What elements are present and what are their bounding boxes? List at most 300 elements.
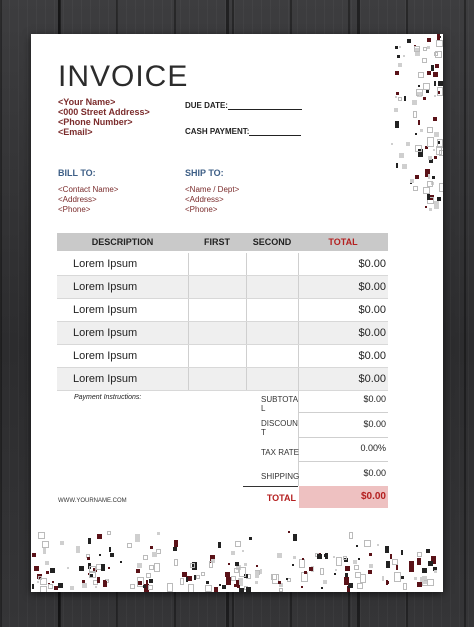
decorative-dot [412, 100, 417, 105]
decorative-dot [214, 587, 218, 592]
decorative-dot [288, 531, 290, 533]
column-divider [188, 299, 189, 321]
decorative-dot [399, 153, 404, 158]
decorative-dot [386, 561, 390, 568]
decorative-dot [377, 544, 379, 546]
decorative-dot [321, 587, 323, 589]
decorative-dot [143, 555, 148, 560]
sender-name[interactable]: <Your Name> [58, 97, 116, 107]
decorative-dot [242, 550, 244, 552]
decorative-dot [154, 563, 160, 572]
decorative-dot [287, 578, 291, 582]
decorative-dot [434, 132, 439, 137]
decorative-dot [417, 552, 422, 557]
decorative-dot [427, 137, 434, 147]
row-total[interactable]: $0.00 [358, 281, 386, 293]
header-description: DESCRIPTION [91, 237, 154, 247]
decorative-dot [103, 580, 107, 587]
decorative-dot [427, 71, 431, 75]
decorative-dot [50, 568, 55, 573]
decorative-dot [227, 576, 230, 579]
decorative-dot [235, 541, 241, 547]
decorative-dot [385, 546, 389, 553]
decorative-dot [439, 183, 443, 192]
column-divider [246, 322, 247, 344]
decorative-dot [434, 81, 436, 86]
decorative-dot [398, 97, 402, 101]
decorative-dot [146, 573, 151, 578]
decorative-dot [434, 156, 437, 159]
decorative-dot [320, 568, 324, 575]
decorative-dot [438, 81, 443, 86]
decorative-dot [293, 556, 296, 559]
decorative-dot [433, 149, 435, 151]
tax-rate-value[interactable] [299, 437, 388, 462]
row-second[interactable] [247, 368, 297, 390]
decorative-dot [345, 566, 350, 571]
decorative-dot [45, 561, 49, 565]
decorative-dot [286, 578, 288, 580]
decorative-dot [87, 557, 90, 560]
sender-phone[interactable]: <Phone Number> [58, 117, 133, 127]
due-date-label: DUE DATE: [185, 101, 228, 110]
shipping-value[interactable] [299, 462, 388, 487]
decorative-dot [434, 201, 439, 209]
row-second[interactable] [247, 276, 297, 298]
decorative-dot [157, 532, 160, 535]
decorative-dot [396, 92, 399, 95]
table-row [57, 276, 388, 299]
decorative-dot [136, 569, 140, 573]
decorative-dot [37, 581, 39, 583]
decorative-dot [38, 532, 45, 539]
decorative-dot [43, 548, 46, 554]
discount-value[interactable] [299, 413, 388, 438]
decorative-dot [394, 108, 398, 112]
column-divider [246, 345, 247, 367]
decorative-dot [234, 584, 237, 587]
invoice-title: INVOICE [58, 60, 189, 93]
decorative-dot [417, 558, 421, 565]
decorative-dot [428, 561, 433, 566]
decorative-dot [186, 577, 188, 582]
decorative-dot [152, 552, 157, 557]
decorative-dot [173, 547, 177, 551]
decorative-dot [407, 39, 411, 43]
decorative-dot [235, 562, 239, 566]
decorative-dot-pattern-right [391, 34, 443, 214]
decorative-dot [32, 584, 34, 589]
decorative-dot [404, 96, 406, 101]
column-divider [298, 253, 299, 275]
decorative-dot [427, 38, 431, 42]
row-first[interactable] [189, 299, 245, 321]
decorative-dot [88, 538, 91, 544]
decorative-dot [355, 572, 361, 578]
decorative-dot [403, 55, 405, 57]
row-second[interactable] [247, 345, 297, 367]
subtotal-value[interactable] [299, 388, 388, 413]
row-description[interactable]: Lorem Ipsum [73, 373, 138, 385]
decorative-dot [278, 581, 281, 584]
decorative-dot [292, 564, 294, 566]
decorative-dot [324, 554, 327, 557]
decorative-dot [433, 117, 437, 121]
decorative-dot [67, 567, 69, 569]
decorative-dot [358, 558, 360, 560]
decorative-dot [335, 569, 337, 571]
decorative-dot [413, 186, 418, 191]
decorative-dot [58, 583, 63, 588]
decorative-dot [174, 559, 178, 566]
decorative-dot-pattern-bottom [31, 528, 443, 592]
decorative-dot [130, 584, 135, 589]
decorative-dot [46, 571, 49, 574]
decorative-dot [413, 111, 417, 118]
decorative-dot [435, 51, 442, 58]
decorative-dot [255, 571, 259, 578]
row-first[interactable] [189, 345, 245, 367]
column-divider [298, 345, 299, 367]
ship-to-block [185, 185, 239, 215]
decorative-dot [218, 542, 221, 548]
decorative-dot [394, 572, 401, 582]
subtotal-amount: $0.00 [363, 394, 386, 404]
column-divider [246, 253, 247, 275]
decorative-dot [434, 570, 437, 573]
decorative-dot [150, 546, 153, 549]
decorative-dot [415, 175, 419, 179]
decorative-dot [239, 588, 244, 592]
decorative-dot [356, 545, 358, 547]
column-divider [188, 276, 189, 298]
decorative-dot [428, 174, 430, 179]
sender-address[interactable]: <000 Street Address> [58, 107, 150, 117]
ship-to-address[interactable]: <Address> [185, 195, 224, 204]
decorative-dot [109, 547, 111, 552]
decorative-dot [205, 585, 212, 592]
decorative-dot [357, 583, 363, 589]
shipping-label: SHIPPING [261, 472, 300, 481]
decorative-dot [135, 534, 140, 542]
cash-payment-label: CASH PAYMENT: [185, 127, 250, 136]
decorative-dot [396, 565, 398, 570]
column-divider [298, 276, 299, 298]
decorative-dot [397, 55, 400, 58]
decorative-dot [418, 85, 420, 87]
column-divider [298, 299, 299, 321]
decorative-dot [418, 72, 424, 78]
due-date-row [185, 101, 302, 110]
column-divider [188, 345, 189, 367]
decorative-dot [196, 575, 200, 579]
decorative-dot [401, 576, 404, 579]
row-total[interactable]: $0.00 [358, 373, 386, 385]
row-total[interactable]: $0.00 [358, 304, 386, 316]
row-first[interactable] [189, 253, 245, 275]
decorative-dot [99, 554, 101, 556]
ship-to-name[interactable]: <Name / Dept> [185, 185, 240, 194]
decorative-dot [395, 46, 398, 49]
bill-to-address[interactable]: <Address> [58, 195, 97, 204]
decorative-dot [419, 95, 421, 97]
decorative-dot [399, 46, 401, 48]
decorative-dot [336, 557, 342, 566]
decorative-dot [219, 584, 221, 586]
column-divider [298, 368, 299, 390]
row-total[interactable]: $0.00 [358, 327, 386, 339]
column-divider [246, 276, 247, 298]
decorative-dot [60, 541, 64, 545]
decorative-dot [344, 577, 349, 585]
decorative-dot [422, 58, 427, 63]
decorative-dot [427, 181, 433, 187]
ship-to-phone[interactable]: <Phone> [185, 205, 218, 214]
decorative-dot [417, 582, 422, 587]
decorative-dot [255, 581, 258, 584]
decorative-dot [201, 572, 205, 576]
decorative-dot [396, 163, 398, 168]
decorative-dot [415, 133, 417, 135]
decorative-dot [425, 170, 429, 174]
decorative-dot [148, 585, 153, 590]
row-total[interactable]: $0.00 [358, 258, 386, 270]
decorative-dot [138, 581, 142, 585]
decorative-dot [246, 587, 251, 592]
decorative-dot [52, 581, 54, 583]
ship-to-heading: SHIP TO: [185, 168, 224, 178]
decorative-dot [120, 561, 122, 563]
bill-to-contact[interactable]: <Contact Name> [58, 185, 119, 194]
decorative-dot [432, 176, 435, 179]
decorative-dot [422, 568, 427, 573]
decorative-dot [395, 121, 399, 128]
row-second[interactable] [247, 299, 297, 321]
column-divider [246, 368, 247, 390]
discount-label: DISCOUN T [261, 419, 298, 437]
decorative-dot [433, 72, 438, 77]
column-divider [188, 322, 189, 344]
decorative-dot [423, 47, 427, 51]
row-second[interactable] [247, 322, 297, 344]
decorative-dot [427, 194, 430, 200]
decorative-dot [82, 583, 87, 588]
decorative-dot [231, 551, 235, 555]
bill-to-block [58, 185, 118, 215]
decorative-dot [334, 573, 336, 575]
decorative-dot [418, 120, 420, 125]
decorative-dot [301, 586, 303, 588]
decorative-dot [436, 146, 442, 155]
decorative-dot [206, 581, 209, 584]
decorative-dot [239, 567, 246, 577]
decorative-dot [101, 564, 105, 571]
decorative-dot [423, 97, 426, 100]
decorative-dot [106, 579, 108, 581]
decorative-dot [354, 565, 359, 570]
decorative-dot [395, 96, 397, 98]
sender-email[interactable]: <Email> [58, 127, 93, 137]
table-row [57, 345, 388, 368]
decorative-dot [402, 164, 407, 169]
decorative-dot [317, 554, 322, 559]
decorative-dot [174, 540, 178, 547]
decorative-dot [107, 531, 111, 535]
decorative-dot [302, 558, 304, 560]
decorative-dot [410, 179, 414, 183]
decorative-dot [391, 143, 393, 145]
decorative-dot [409, 567, 414, 572]
column-divider [188, 253, 189, 275]
decorative-dot [427, 46, 430, 49]
table-row [57, 253, 388, 276]
website[interactable]: WWW.YOURNAME.COM [58, 498, 127, 504]
payment-instructions: Payment Instructions: [74, 394, 142, 401]
decorative-dot [222, 585, 226, 589]
decorative-dot [349, 532, 353, 539]
decorative-dot [40, 586, 47, 592]
decorative-dot [369, 564, 373, 568]
table-row [57, 299, 388, 322]
due-date-field[interactable] [228, 101, 302, 110]
decorative-dot [187, 576, 192, 581]
row-description[interactable]: Lorem Ipsum [73, 327, 138, 339]
decorative-dot [180, 578, 184, 585]
header-total: TOTAL [328, 237, 358, 247]
subtotal-label: SUBTOTA L [261, 395, 299, 413]
cash-payment-row [185, 127, 301, 136]
decorative-dot [395, 71, 399, 75]
table-row [57, 322, 388, 345]
decorative-dot [48, 584, 53, 589]
decorative-dot [34, 566, 39, 571]
decorative-dot [406, 142, 410, 146]
decorative-dot [323, 580, 327, 584]
decorative-dot [143, 585, 146, 588]
decorative-dot [244, 563, 247, 566]
decorative-dot [79, 566, 84, 571]
decorative-dot [333, 556, 335, 558]
decorative-dot [40, 578, 47, 585]
decorative-dot [146, 580, 148, 585]
total-label: TOTAL [243, 486, 298, 508]
bill-to-phone[interactable]: <Phone> [58, 205, 91, 214]
decorative-dot [369, 553, 372, 556]
decorative-dot [293, 534, 297, 541]
decorative-dot [277, 553, 282, 558]
column-divider [246, 299, 247, 321]
tax-rate-label: TAX RATE [261, 448, 299, 457]
decorative-dot [127, 543, 132, 548]
decorative-dot [260, 569, 262, 574]
row-description[interactable]: Lorem Ipsum [73, 350, 138, 362]
decorative-dot [249, 537, 252, 540]
row-first[interactable] [189, 368, 245, 390]
decorative-dot [403, 583, 407, 590]
decorative-dot [425, 146, 428, 149]
decorative-dot [364, 540, 371, 547]
decorative-dot [32, 553, 36, 557]
decorative-dot [95, 586, 97, 588]
decorative-dot [398, 63, 402, 67]
decorative-dot [415, 145, 422, 152]
column-divider [298, 322, 299, 344]
decorative-dot [425, 206, 427, 208]
decorative-dot [429, 208, 432, 211]
decorative-dot [401, 550, 403, 555]
decorative-dot [76, 546, 80, 553]
decorative-dot [382, 576, 384, 581]
tax-rate-amount: 0.00% [360, 443, 386, 453]
decorative-dot [435, 64, 439, 68]
decorative-dot [167, 583, 173, 592]
decorative-dot [188, 584, 194, 592]
decorative-dot [429, 160, 432, 163]
decorative-dot [137, 563, 142, 568]
decorative-dot [97, 534, 102, 539]
column-divider [188, 368, 189, 390]
row-description[interactable]: Lorem Ipsum [73, 304, 138, 316]
decorative-dot [256, 565, 258, 567]
cash-payment-field[interactable] [249, 127, 301, 136]
decorative-dot [360, 574, 366, 583]
line-items-header [57, 233, 388, 251]
decorative-dot [190, 563, 195, 568]
row-first[interactable] [189, 322, 245, 344]
row-description[interactable]: Lorem Ipsum [73, 258, 138, 270]
decorative-dot [299, 559, 305, 568]
decorative-dot [420, 129, 423, 132]
decorative-dot [437, 87, 443, 96]
decorative-dot [414, 577, 417, 580]
sender-block [58, 97, 150, 137]
row-first[interactable] [189, 276, 245, 298]
invoice-page [31, 34, 443, 592]
header-first: FIRST [204, 237, 230, 247]
decorative-dot [90, 574, 93, 577]
decorative-dot [110, 553, 114, 557]
decorative-dot [97, 577, 100, 583]
decorative-dot [70, 586, 74, 590]
decorative-dot [54, 586, 58, 590]
decorative-dot [426, 549, 430, 553]
decorative-dot [343, 556, 347, 560]
bill-to-heading: BILL TO: [58, 168, 96, 178]
decorative-dot [149, 579, 153, 583]
decorative-dot [279, 588, 283, 592]
decorative-dot [427, 127, 433, 133]
decorative-dot [42, 541, 49, 548]
decorative-dot [368, 570, 372, 574]
header-second: SECOND [252, 237, 292, 247]
decorative-dot [426, 90, 429, 93]
decorative-dot [436, 40, 443, 47]
decorative-dot [271, 574, 277, 580]
decorative-dot [228, 563, 230, 565]
row-second[interactable] [247, 253, 297, 275]
decorative-dot [434, 95, 436, 97]
discount-amount: $0.00 [363, 419, 386, 429]
shipping-amount: $0.00 [363, 468, 386, 478]
decorative-dot [309, 567, 313, 571]
total-value[interactable]: $0.00 [299, 486, 388, 508]
decorative-dot [209, 561, 213, 568]
decorative-dot [414, 46, 420, 52]
row-description[interactable]: Lorem Ipsum [73, 281, 138, 293]
decorative-dot [108, 567, 110, 569]
row-total[interactable]: $0.00 [358, 350, 386, 362]
decorative-dot [386, 581, 389, 584]
